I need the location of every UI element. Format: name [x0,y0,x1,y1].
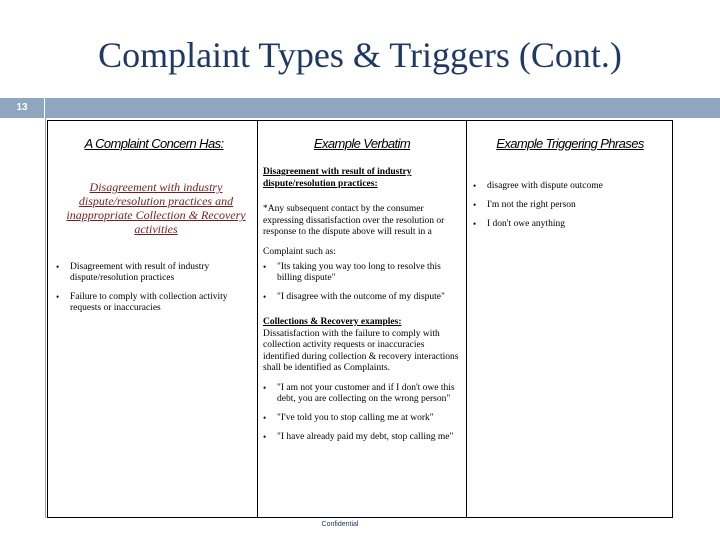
list-item: • "Its taking you way too long to resolve this billing dispute" [263,262,461,284]
verbatim-header: Example Verbatim [313,136,411,151]
verbatim-section2-text: Dissatisfaction with the failure to comply with collection activity requests or inaccuracies identified during collection & recovery interactions shall be identified as Complaints. [263,328,459,373]
verbatim-section1-text: *Any subsequent contact by the consumer expressing dissatisfaction over the resolution or response to the dispute above will result in a [263,204,445,237]
slide-title: Complaint Types & Triggers (Cont.) [98,35,622,75]
concern-bullets [56,262,246,322]
phrases-header: Example Triggering Phrases [496,136,644,151]
list-item: • Failure to comply with collection activity requests or inaccuracies [56,292,246,314]
slide-number: 13 [0,98,44,118]
concern-highlight: Disagreement with industry dispute/resolution practices and inappropriate Collection & Recovery activities [66,180,246,236]
list-item: • "I've told you to stop calling me at work" [263,413,461,424]
verbatim-column [263,167,461,451]
phrases-bullets [473,181,669,238]
list-item: • I don't owe anything [473,219,669,230]
verbatim-section1-title: Disagreement with result of industry dispute/resolution practices: [263,167,412,189]
verbatim-section2-title: Collections & Recovery examples: [263,317,402,327]
column-divider-2 [466,120,467,518]
concern-header: A Complaint Concern Has: [84,136,224,151]
footer-confidential: Confidential [321,521,359,528]
verbatim-section2-bullets [263,383,461,443]
list-item: • "I have already paid my debt, stop calling me" [263,432,461,443]
list-item: • "I disagree with the outcome of my dispute" [263,292,461,303]
verbatim-section1-lead: Complaint such as: [263,246,336,257]
left-rule [45,98,46,518]
verbatim-section1-bullets [263,262,461,303]
list-item: • Disagreement with result of industry dispute/resolution practices [56,262,246,284]
title-bar [46,98,720,118]
column-divider-1 [257,120,258,518]
list-item: • disagree with dispute outcome [473,181,669,192]
list-item: • "I am not your customer and if I don't owe this debt, you are collecting on the wrong person" [263,383,461,405]
list-item: • I'm not the right person [473,200,669,211]
